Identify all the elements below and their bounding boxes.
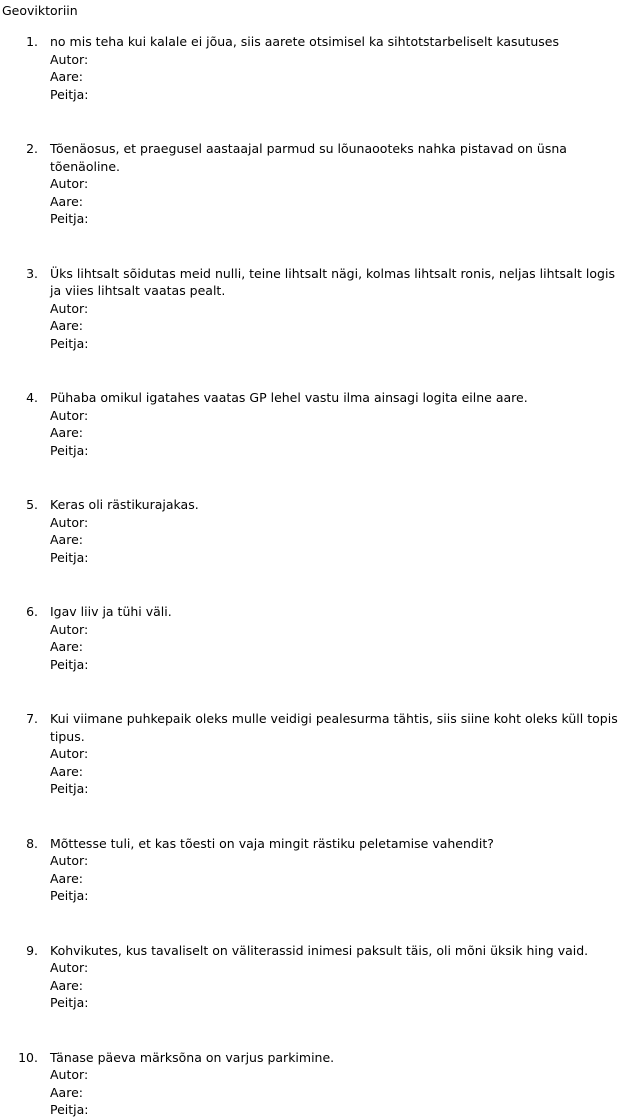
author-label: Autor: [50, 746, 89, 761]
hider-label: Peitja: [50, 656, 89, 672]
treasure-label: Aare: [50, 193, 83, 209]
author-label: Autor: [50, 1067, 89, 1082]
treasure-label: Aare: [50, 532, 83, 547]
author-label: Autor: [50, 51, 89, 67]
question-item [0, 710, 633, 798]
hider-label: Peitja: [50, 335, 89, 351]
question-text: Tõenäosus, et praegusel aastaajal parmud su lõunaooteks nahka pistavad on üsna tõenäoline. [50, 141, 567, 174]
hider-label: Peitja: [50, 549, 89, 565]
hider-label: Peitja: [50, 442, 89, 458]
question-item [0, 33, 633, 103]
treasure-label: Aare: [50, 639, 83, 654]
question-item [0, 1049, 633, 1119]
question-number: 6. [26, 604, 38, 619]
treasure-label: Aare: [50, 425, 83, 440]
question-text: no mis teha kui kalale ei jõua, siis aarete otsimisel ka sihtotstarbeliselt kasutuses [50, 34, 559, 49]
question-number: 10. [18, 1049, 38, 1065]
question-number: 5. [26, 497, 38, 512]
question-number: 3. [26, 265, 38, 281]
question-text: Kui viimane puhkepaik oleks mulle veidigi pealesurma tähtis, siis siine koht oleks küll topis tipus. [50, 711, 618, 744]
treasure-label: Aare: [50, 763, 83, 779]
treasure-label: Aare: [50, 1084, 83, 1100]
question-number: 4. [26, 390, 38, 405]
author-label: Autor: [50, 176, 89, 191]
hider-label: Peitja: [50, 1102, 89, 1117]
author-label: Autor: [50, 960, 89, 975]
hider-label: Peitja: [50, 86, 89, 102]
question-text: Keras oli rästikurajakas. [50, 497, 199, 512]
author-label: Autor: [50, 407, 89, 423]
question-number: 2. [26, 141, 38, 156]
question-text: Tänase päeva märksõna on varjus parkimine. [50, 1049, 335, 1065]
question-text: Kohvikutes, kus tavaliselt on väliterassid inimesi paksult täis, oli mõni üksik hing vaid. [50, 942, 589, 958]
question-text: Üks lihtsalt sõidutas meid nulli, teine lihtsalt nägi, kolmas lihtsalt ronis, neljas lihtsalt logis ja viies lihtsalt vaatas pealt. [50, 265, 615, 298]
question-item [0, 389, 633, 459]
hider-label: Peitja: [50, 995, 89, 1010]
question-number: 7. [26, 711, 38, 726]
treasure-label: Aare: [50, 977, 83, 993]
question-item [0, 835, 633, 905]
question-list [0, 33, 633, 1119]
author-label: Autor: [50, 300, 89, 316]
question-number: 1. [26, 34, 38, 49]
question-item [0, 140, 633, 228]
treasure-label: Aare: [50, 69, 83, 84]
question-item [0, 496, 633, 566]
question-text: Mõttesse tuli, et kas tõesti on vaja mingit rästiku peletamise vahendit? [50, 835, 494, 851]
hider-label: Peitja: [50, 211, 89, 226]
question-number: 8. [26, 835, 38, 851]
question-item [0, 265, 633, 353]
author-label: Autor: [50, 514, 89, 530]
question-text: Igav liiv ja tühi väli. [50, 604, 172, 619]
question-item [0, 942, 633, 1012]
treasure-label: Aare: [50, 318, 83, 333]
author-label: Autor: [50, 621, 89, 637]
treasure-label: Aare: [50, 870, 83, 886]
hider-label: Peitja: [50, 781, 89, 796]
question-number: 9. [26, 942, 38, 958]
question-text: Pühaba omikul igatahes vaatas GP lehel vastu ilma ainsagi logita eilne aare. [50, 390, 528, 405]
question-item [0, 603, 633, 673]
hider-label: Peitja: [50, 888, 89, 903]
page-title: Geoviktoriin [2, 3, 78, 18]
author-label: Autor: [50, 853, 89, 868]
